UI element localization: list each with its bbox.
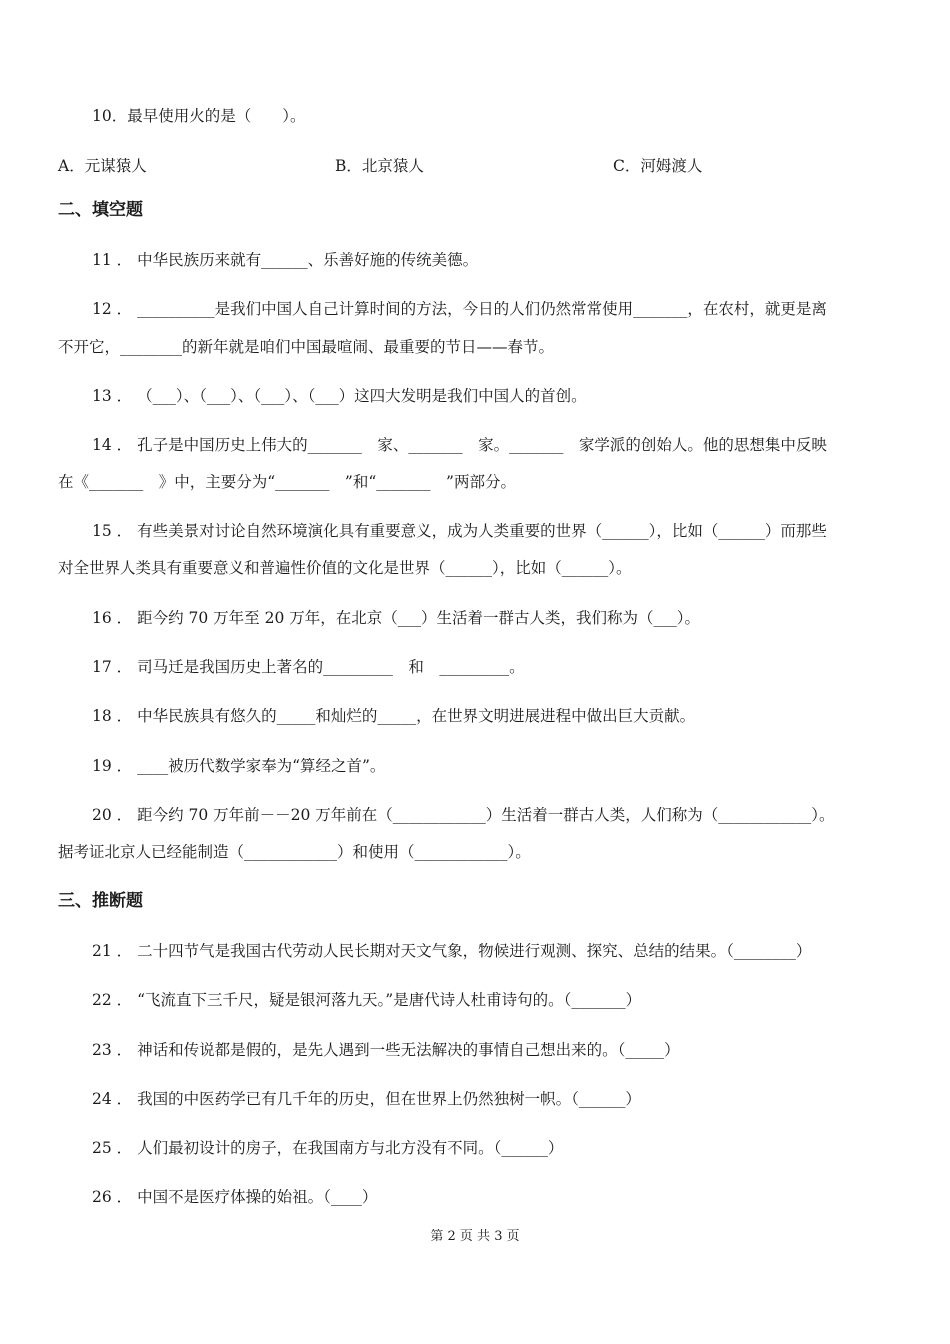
question-14-line-1: 14 ． 孔子是中国历史上伟大的_______ 家、_______ 家。_______ 家学派的创始人。他的思想集中反映	[92, 436, 827, 454]
question-10: 10．最早使用火的是（ ）。	[92, 107, 306, 125]
q10-option-c: C．河姆渡人	[613, 157, 703, 175]
q10-option-b: B．北京猿人	[335, 157, 424, 175]
question-20-line-2: 据考证北京人已经能制造（____________）和使用（____________）。	[58, 843, 531, 861]
question-13: 13 ． （___）、（___）、（___）、（___）这四大发明是我们中国人的首创。	[92, 387, 587, 405]
question-17: 17 ． 司马迁是我国历史上著名的_________ 和 _________。	[92, 658, 525, 676]
q10-option-a: A．元谋猿人	[58, 157, 147, 175]
page-number-footer: 第 2 页 共 3 页	[430, 1229, 520, 1244]
question-16: 16 ． 距今约 70 万年至 20 万年，在北京（___）生活着一群古人类，我们称为（___）。	[92, 609, 700, 627]
question-11: 11 ． 中华民族历来就有______、乐善好施的传统美德。	[92, 251, 479, 269]
question-12-line-2: 不开它，________的新年就是咱们中国最喧闹、最重要的节日——春节。	[58, 338, 555, 356]
question-14-line-2: 在《_______ 》中，主要分为“_______ ”和“_______ ”两部分。	[58, 473, 516, 491]
question-21: 21 ． 二十四节气是我国古代劳动人民长期对天文气象，物候进行观测、探究、总结的结果。（________）	[92, 942, 812, 960]
question-19: 19 ． ____被历代数学家奉为“算经之首”。	[92, 757, 386, 775]
question-26: 26 ． 中国不是医疗体操的始祖。（____）	[92, 1188, 378, 1206]
question-23: 23 ． 神话和传说都是假的，是先人遇到一些无法解决的事情自己想出来的。（_____）	[92, 1041, 680, 1059]
question-15-line-1: 15 ． 有些美景对讨论自然环境演化具有重要意义，成为人类重要的世界（______），比如（______）而那些	[92, 522, 827, 540]
question-20-line-1: 20 ． 距今约 70 万年前－－20 万年前在（____________）生活着一群古人类，人们称为（____________）。	[92, 806, 835, 824]
question-12-line-1: 12 ． __________是我们中国人自己计算时间的方法，今日的人们仍然常常使用_______，在农村，就更是离	[92, 300, 827, 318]
question-25: 25 ． 人们最初设计的房子，在我国南方与北方没有不同。（______）	[92, 1139, 564, 1157]
section-fill-in-blank-heading: 二、填空题	[58, 200, 143, 220]
question-24: 24 ． 我国的中医药学已有几千年的历史，但在世界上仍然独树一帜。（______）	[92, 1090, 641, 1108]
question-22: 22 ． “飞流直下三千尺，疑是银河落九天。”是唐代诗人杜甫诗句的。（_______）	[92, 991, 642, 1009]
question-15-line-2: 对全世界人类具有重要意义和普遍性价值的文化是世界（______），比如（______）。	[58, 559, 632, 577]
question-18: 18 ． 中华民族具有悠久的_____和灿烂的_____，在世界文明进展进程中做出巨大贡献。	[92, 707, 696, 725]
section-judgment-heading: 三、推断题	[58, 891, 143, 911]
